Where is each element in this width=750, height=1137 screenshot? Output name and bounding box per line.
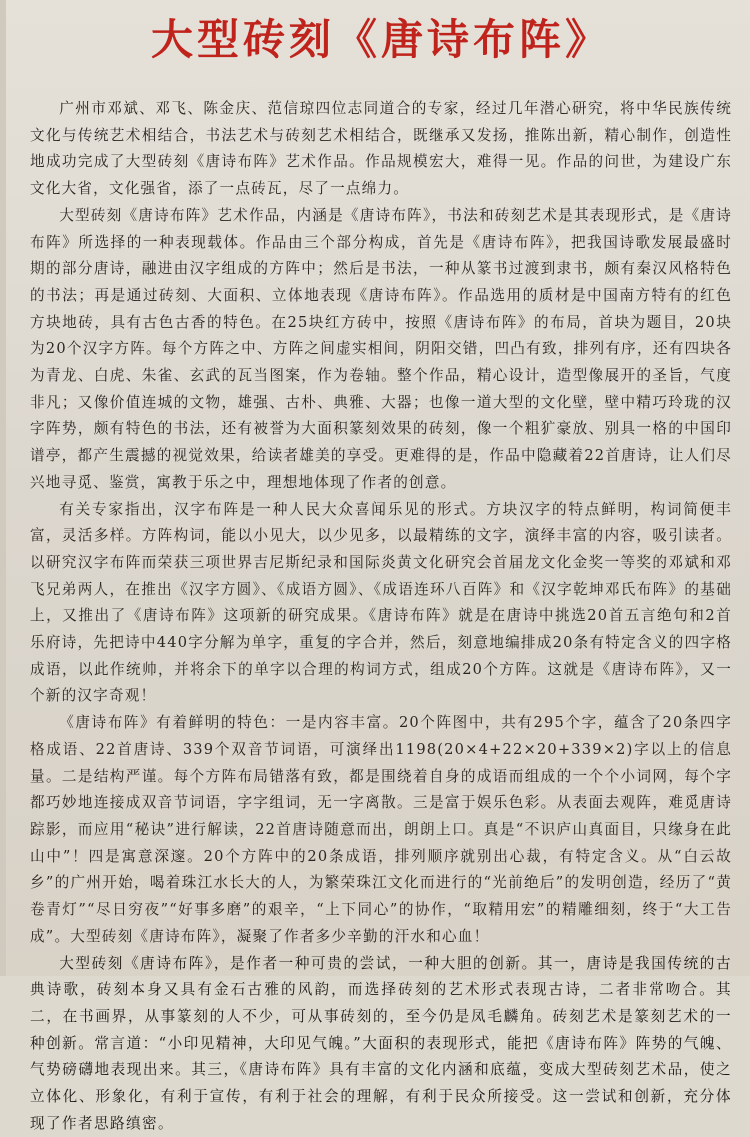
page-title: 大型砖刻《唐诗布阵》 [30, 14, 732, 66]
paragraph-3: 有关专家指出，汉字布阵是一种人民大众喜闻乐见的形式。方块汉字的特点鲜明，构词简便丰富，灵活多样。方阵构词，能以小见大，以少见多，以最精练的文字，演绎丰富的内容，吸引读者。以研究汉字布阵而荣获三项世界吉尼斯纪录和国际炎黄文化研究会首届龙文化金奖一等奖的邓斌和邓飞兄弟两人，在推出《汉字方圆》、《成语方圆》、《成语连环八百阵》和《汉字乾坤邓氏布阵》的基础上，又推出了《唐诗布阵》这项新的研究成果。《唐诗布阵》就是在唐诗中挑选20首五言绝句和2首乐府诗，先把诗中440字分解为单字，重复的字合并，然后，刻意地编排成20条有特定含义的四字格成语，以此作统帅，并将余下的单字以合理的构词方式，组成20个方阵。这就是《唐诗布阵》，又一个新的汉字奇观！ [30, 497, 732, 711]
paragraph-5: 大型砖刻《唐诗布阵》，是作者一种可贵的尝试，一种大胆的创新。其一，唐诗是我国传统的古典诗歌，砖刻本身又具有金石古雅的风韵，而选择砖刻的艺术形式表现古诗，二者非常吻合。其二，在书画界，从事篆刻的人不少，可从事砖刻的，至今仍是凤毛麟角。砖刻艺术是篆刻艺术的一种创新。常言道：“小印见精神，大印见气魄。”大面积的表现形式，能把《唐诗布阵》阵势的气魄、气势磅礴地表现出来。其三，《唐诗布阵》具有丰富的文化内涵和底蕴，变成大型砖刻艺术品，使之立体化、形象化，有利于宣传，有利于社会的理解，有利于民众所接受。这一尝试和创新，充分体现了作者思路缜密。 [30, 951, 732, 1137]
paragraph-4: 《唐诗布阵》有着鲜明的特色：一是内容丰富。20个阵图中，共有295个字，蕴含了20条四字格成语、22首唐诗、339个双音节词语，可演绎出1198(20×4+22×20+339×2)字以上的信息量。二是结构严谨。每个方阵布局错落有致，都是围绕着自身的成语而组成的一个个小词网，每个字都巧妙地连接成双音节词语，字字组词，无一字离散。三是富于娱乐色彩。从表面去观阵，难觅唐诗踪影，而应用“秘诀”进行解读，22首唐诗随意而出，朗朗上口。真是“不识庐山真面目，只缘身在此山中”！四是寓意深邃。20个方阵中的20条成语，排列顺序就别出心裁，有特定含义。从“白云故乡”的广州开始，喝着珠江水长大的人，为繁荣珠江文化而进行的“光前绝后”的发明创造，经历了“黄卷青灯”“尽日穷夜”“好事多磨”的艰辛，“上下同心”的协作，“取精用宏”的精雕细刻，终于“大工告成”。大型砖刻《唐诗布阵》，凝聚了作者多少辛勤的汗水和心血！ [30, 710, 732, 950]
paragraph-2: 大型砖刻《唐诗布阵》艺术作品，内涵是《唐诗布阵》，书法和砖刻艺术是其表现形式，是《唐诗布阵》所选择的一种表现载体。作品由三个部分构成，首先是《唐诗布阵》，把我国诗歌发展最盛时期的部分唐诗，融进由汉字组成的方阵中；然后是书法，一种从篆书过渡到隶书，颇有秦汉风格特色的书法；再是通过砖刻、大面积、立体地表现《唐诗布阵》。作品选用的质材是中国南方特有的红色方块地砖，具有古色古香的特色。在25块红方砖中，按照《唐诗布阵》的布局，首块为题目，20块为20个汉字方阵。每个方阵之中、方阵之间虚实相间，阴阳交错，凹凸有致，排列有序，还有四块各为青龙、白虎、朱雀、玄武的瓦当图案，作为卷轴。整个作品，精心设计，造型像展开的圣旨，气度非凡；又像价值连城的文物，雄强、古朴、典雅、大器；也像一道大型的文化壁，壁中精巧玲珑的汉字阵势，颇有特色的书法，还有被誉为大面积篆刻效果的砖刻，像一个粗犷豪放、别具一格的中国印谱亭，都产生震撼的视觉效果，给读者雄美的享受。更难得的是，作品中隐藏着22首唐诗，让人们尽兴地寻觅、鉴赏，寓教于乐之中，理想地体现了作者的创意。 [30, 203, 732, 497]
article-body [30, 96, 732, 1137]
paragraph-1: 广州市邓斌、邓飞、陈金庆、范信琼四位志同道合的专家，经过几年潜心研究，将中华民族传统文化与传统艺术相结合，书法艺术与砖刻艺术相结合，既继承又发扬，推陈出新，精心制作，创造性地成功完成了大型砖刻《唐诗布阵》艺术作品。作品规模宏大，难得一见。作品的问世，为建设广东文化大省，文化强省，添了一点砖瓦，尽了一点绵力。 [30, 96, 732, 203]
